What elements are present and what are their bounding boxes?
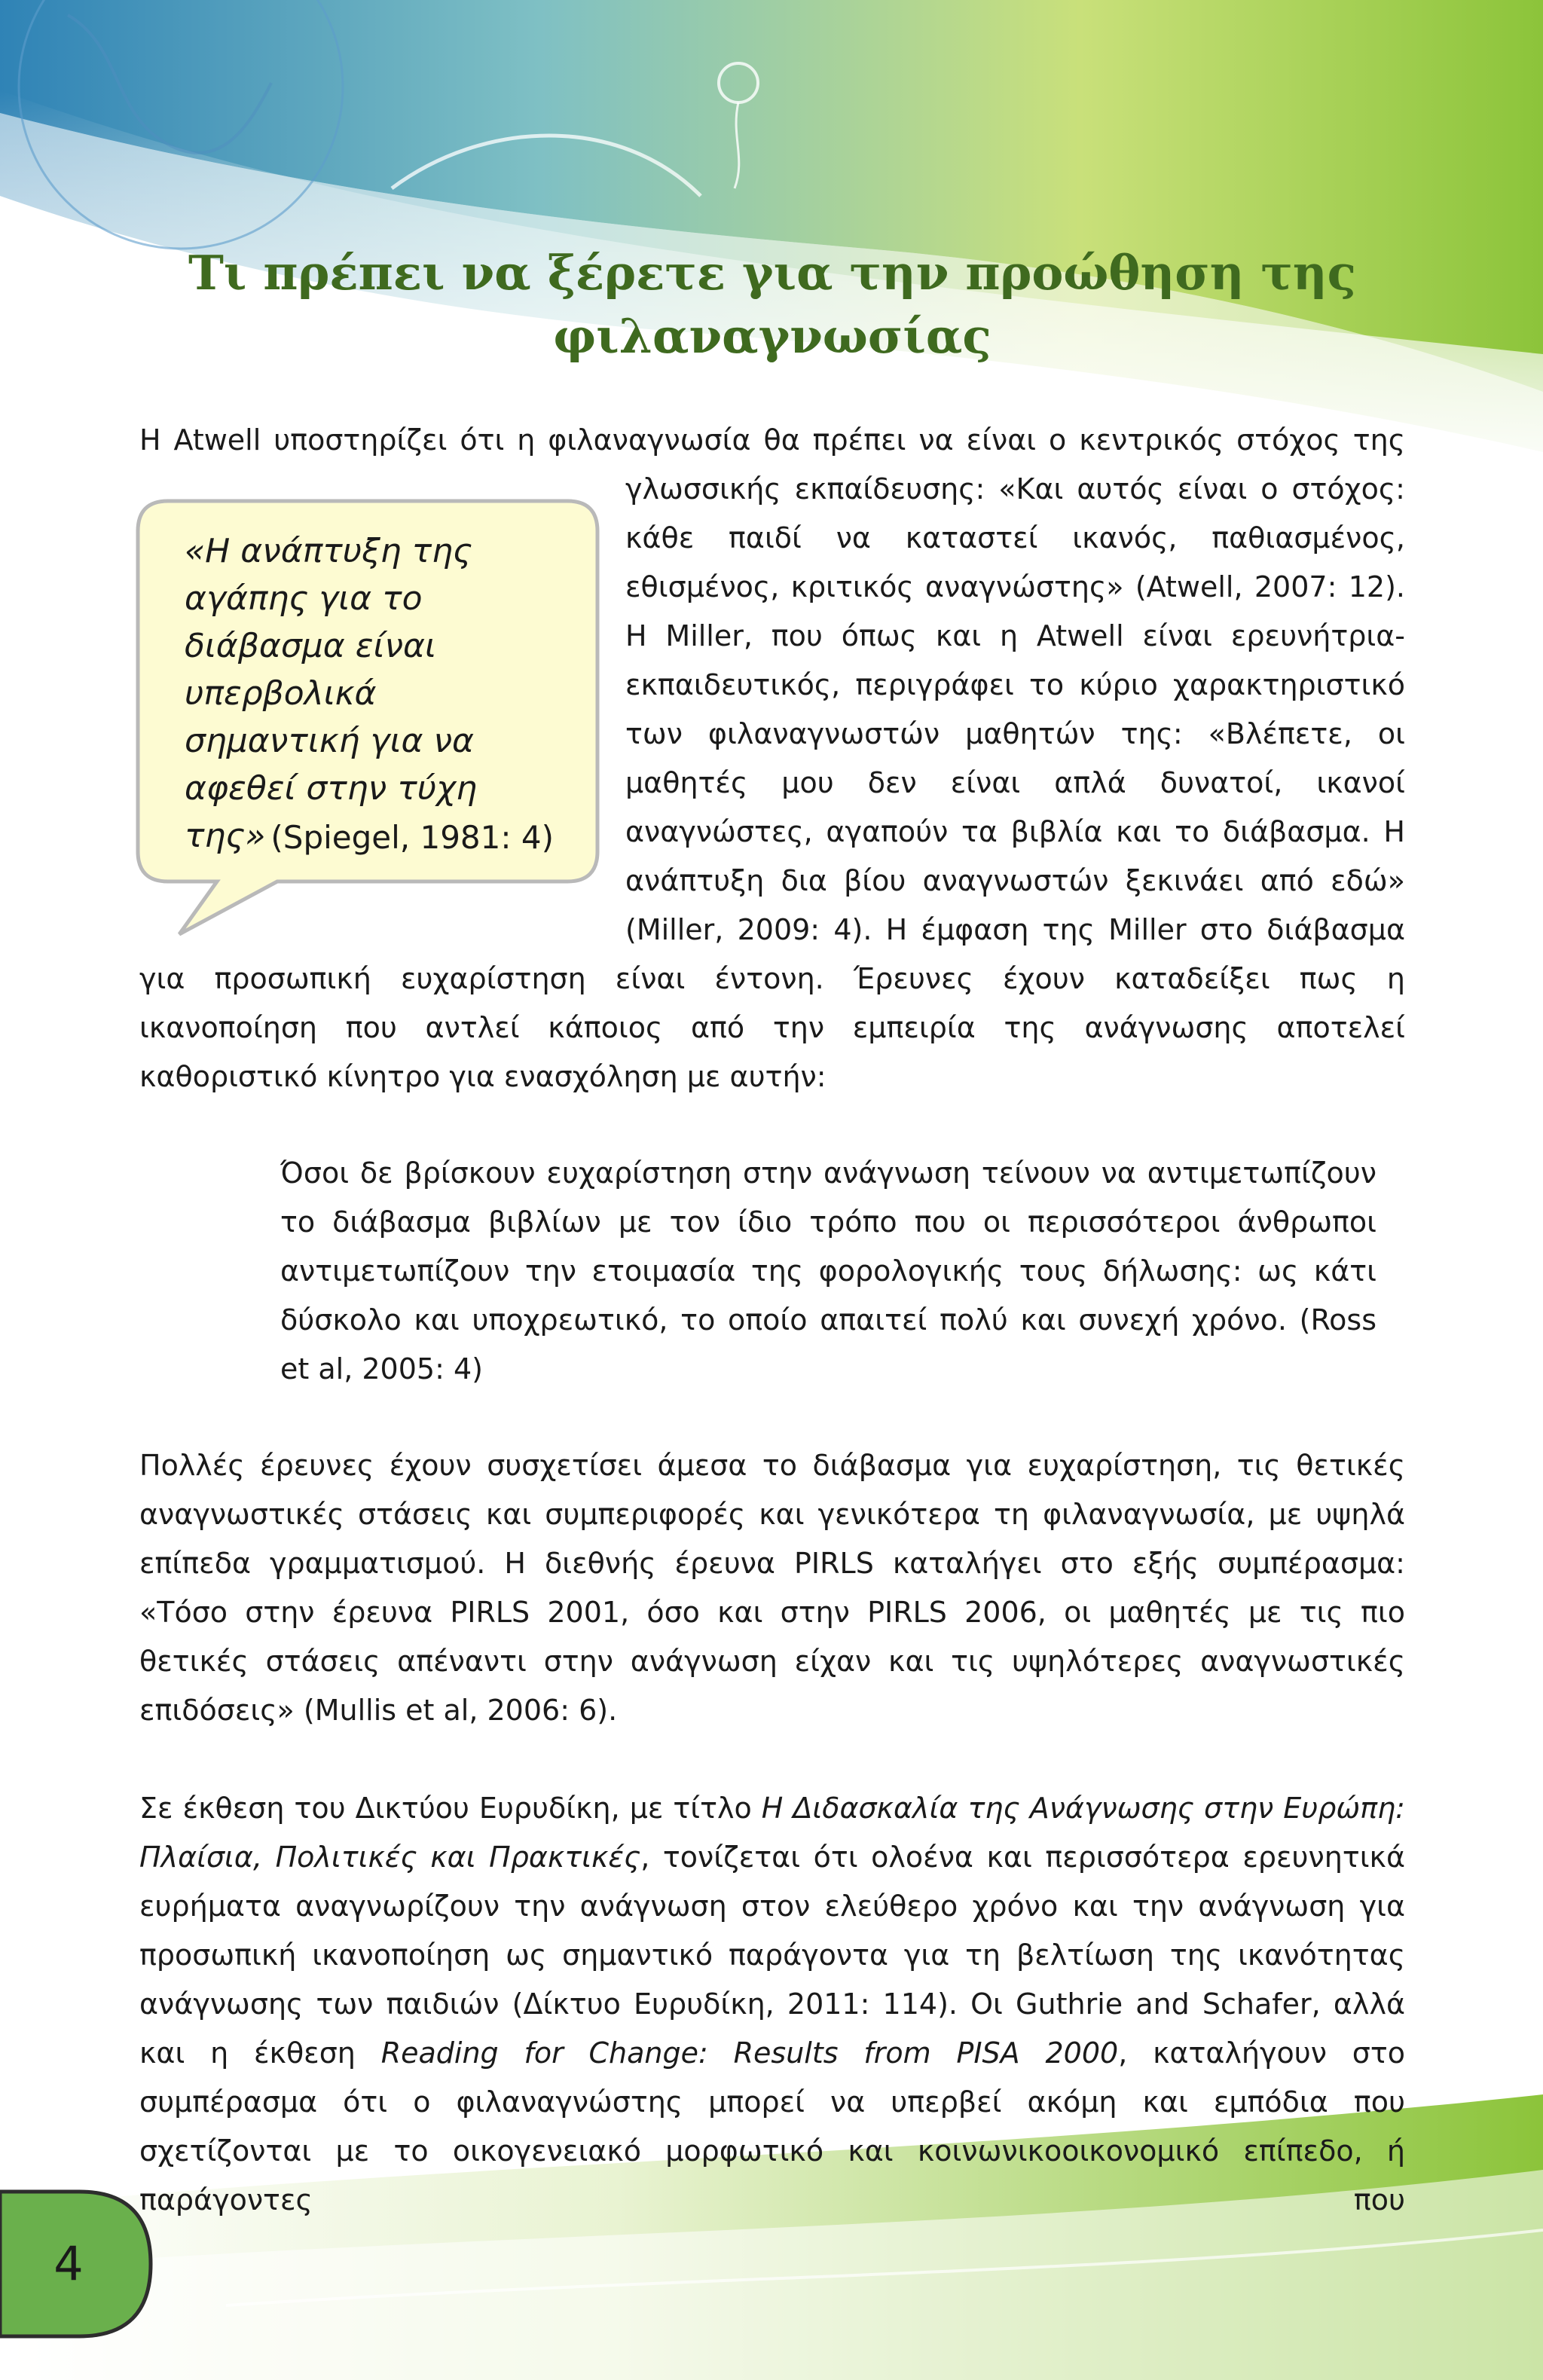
- pisa-report-title: Reading for Change: Results from PISA 2000: [380, 2036, 1119, 2070]
- block-quote: Όσοι δε βρίσκουν ευχαρίστηση στην ανάγνωση τείνουν να αντιμετωπίζουν το διάβασμα βιβλίων με τον ίδιο τρόπο που οι περισσότεροι άνθρωποι αντιμετωπίζουν την ετοιμασία της φορολογικής τους δήλωσης: ως κάτι δύσκολο και υποχρεωτικό, το οποίο απαιτεί πολύ και συνεχή χρόνο. (Ross et al, 2005: 4): [280, 1156, 1376, 1386]
- paragraph-3-part-2: , τονίζεται ότι ολοένα και περισσότερα ερευνητικά ευρήματα αναγνωρίζουν την ανάγνωση στον ελεύθερο χρόνο και την ανάγνωση για προσωπική ικανοποίηση ως σημαντικό παράγοντα για τη βελτίωση της ικανότητας ανάγνωσης των παιδιών (Δίκτυο Ευρυδίκη, 2011: 114). Οι Guthrie and Schafer, αλλά και η έκθεση: [139, 1841, 1405, 2070]
- paragraph-1-text: Η Atwell υποστηρίζει ότι η φιλαναγνωσία θα πρέπει να είναι ο κεντρικός στόχος της γλωσσικής εκπαίδευσης: «Και αυτός είναι ο στόχος: κάθε παιδί να καταστεί ικανός, παθιασμένος, εθισμένος, κριτικός αναγνώστης» (Atwell, 2007: 12). Η Miller, που όπως και η Atwell είναι ερευνήτρια-εκπαιδευτικός, περιγράφει το κύριο χαρακτηριστικό των φιλαναγνωστών μαθητών της: «Βλέπετε, οι μαθητές μου δεν είναι απλά δυνατοί, ικανοί αναγνώστες, αγαπούν τα βιβλία και το διάβασμα. Η ανάπτυξη δια βίου αναγνωστών ξεκινάει από εδώ» (Miller, 2009: 4). Η έμφαση της Miller στο διάβασμα για προσωπική ευχαρίστηση είναι έντονη. Έρευνες έχουν καταδείξει πως η ικανοποίηση που αντλεί κάποιος από την εμπειρία της ανάγνωσης αποτελεί καθοριστικό κίνητρο για ενασχόληση με αυτήν:: [139, 423, 1405, 1093]
- callout-citation: (Spiegel, 1981: 4): [270, 819, 554, 856]
- paragraph-eurydice: [139, 1784, 1405, 2225]
- paragraph-3-part-1: Σε έκθεση του Δικτύου Ευρυδίκη, με τίτλο: [139, 1792, 762, 1825]
- eurydice-report-title: Η Διδασκαλία της Ανάγνωσης στην Ευρώπη: Πλαίσια, Πολιτικές και Πρακτικές: [139, 1792, 1405, 1874]
- paragraph-3-part-3: , καταλήγουν στο συμπέρασμα ότι ο φιλαναγνώστης μπορεί να υπερβεί ακόμη και εμπόδια που σχετίζονται με το οικογενειακό μορφωτικό και κοινωνικοοικονομικό επίπεδο, ή παράγοντες που: [139, 2036, 1405, 2217]
- paragraph-pirls: Πολλές έρευνες έχουν συσχετίσει άμεσα το διάβασμα για ευχαρίστηση, τις θετικές αναγνωστικές στάσεις και συμπεριφορές και γενικότερα τη φιλαναγνωσία, με υψηλά επίπεδα γραμματισμού. Η διεθνής έρευνα PIRLS καταλήγει στο εξής συμπέρασμα: «Τόσο στην έρευνα PIRLS 2001, όσο και στην PIRLS 2006, οι μαθητές με τις πιο θετικές στάσεις απέναντι στην ανάγνωση είχαν και τις υψηλότερες αναγνωστικές επιδόσεις» (Mullis et al, 2006: 6).: [139, 1449, 1405, 1727]
- page-title: Τι πρέπει να ξέρετε για την προώθηση της φιλαναγνωσίας: [188, 245, 1356, 364]
- page-number: 4: [53, 2236, 84, 2291]
- callout-quote: «Η ανάπτυξη της αγάπης για το διάβασμα είναι υπερβολικά σημαντική για να αφεθεί στην τύχη της»: [185, 532, 478, 855]
